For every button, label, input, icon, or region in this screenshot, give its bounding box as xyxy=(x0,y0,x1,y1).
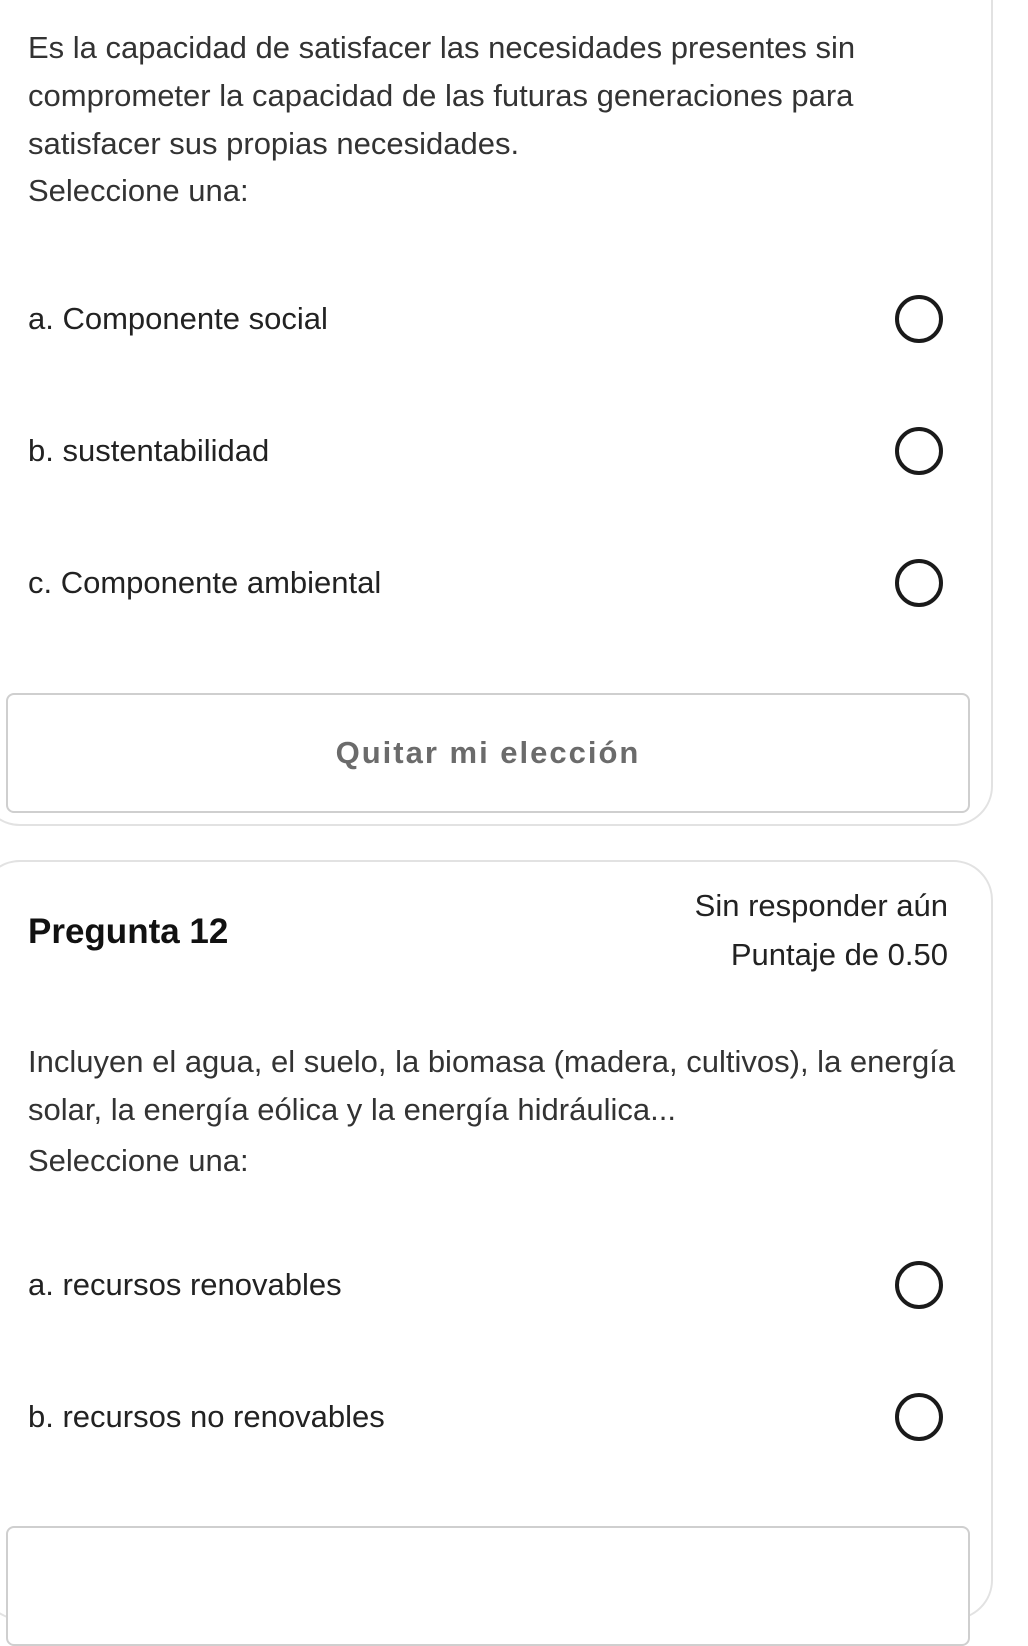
question-12-score: Puntaje de 0.50 xyxy=(730,937,948,972)
question-12-title: Pregunta 12 xyxy=(28,912,229,951)
option-label: b. recursos no renovables xyxy=(28,1399,385,1434)
question-12-option-a[interactable] xyxy=(0,1240,993,1330)
option-label: a. recursos renovables xyxy=(28,1267,342,1302)
question-12-text: Incluyen el agua, el suelo, la biomasa (madera, cultivos), la energía solar, la energía eólica y la energía hidráulica... xyxy=(28,1044,956,1127)
question-11-option-b[interactable] xyxy=(0,406,993,496)
question-12-status: Sin responder aún xyxy=(694,888,948,923)
option-label: a. Componente social xyxy=(28,301,328,336)
option-label: c. Componente ambiental xyxy=(28,565,382,600)
option-label: b. sustentabilidad xyxy=(28,433,270,468)
radio-button-icon[interactable] xyxy=(895,295,943,343)
radio-button-icon[interactable] xyxy=(895,559,943,607)
question-11-option-c[interactable] xyxy=(0,538,993,628)
question-11-prompt: Seleccione una: xyxy=(28,173,249,208)
question-11-option-a[interactable] xyxy=(0,274,993,364)
radio-button-icon[interactable] xyxy=(895,1393,943,1441)
clear-choice-button[interactable]: Quitar mi elección xyxy=(6,693,970,813)
clear-choice-button-partial[interactable] xyxy=(6,1526,970,1646)
question-12-option-b[interactable] xyxy=(0,1372,993,1462)
question-11-text: Es la capacidad de satisfacer las necesidades presentes sin comprometer la capacidad de las futuras generaciones para satisfacer sus propias necesidades. xyxy=(28,30,856,161)
radio-button-icon[interactable] xyxy=(895,427,943,475)
radio-button-icon[interactable] xyxy=(895,1261,943,1309)
question-12-prompt: Seleccione una: xyxy=(28,1143,249,1178)
